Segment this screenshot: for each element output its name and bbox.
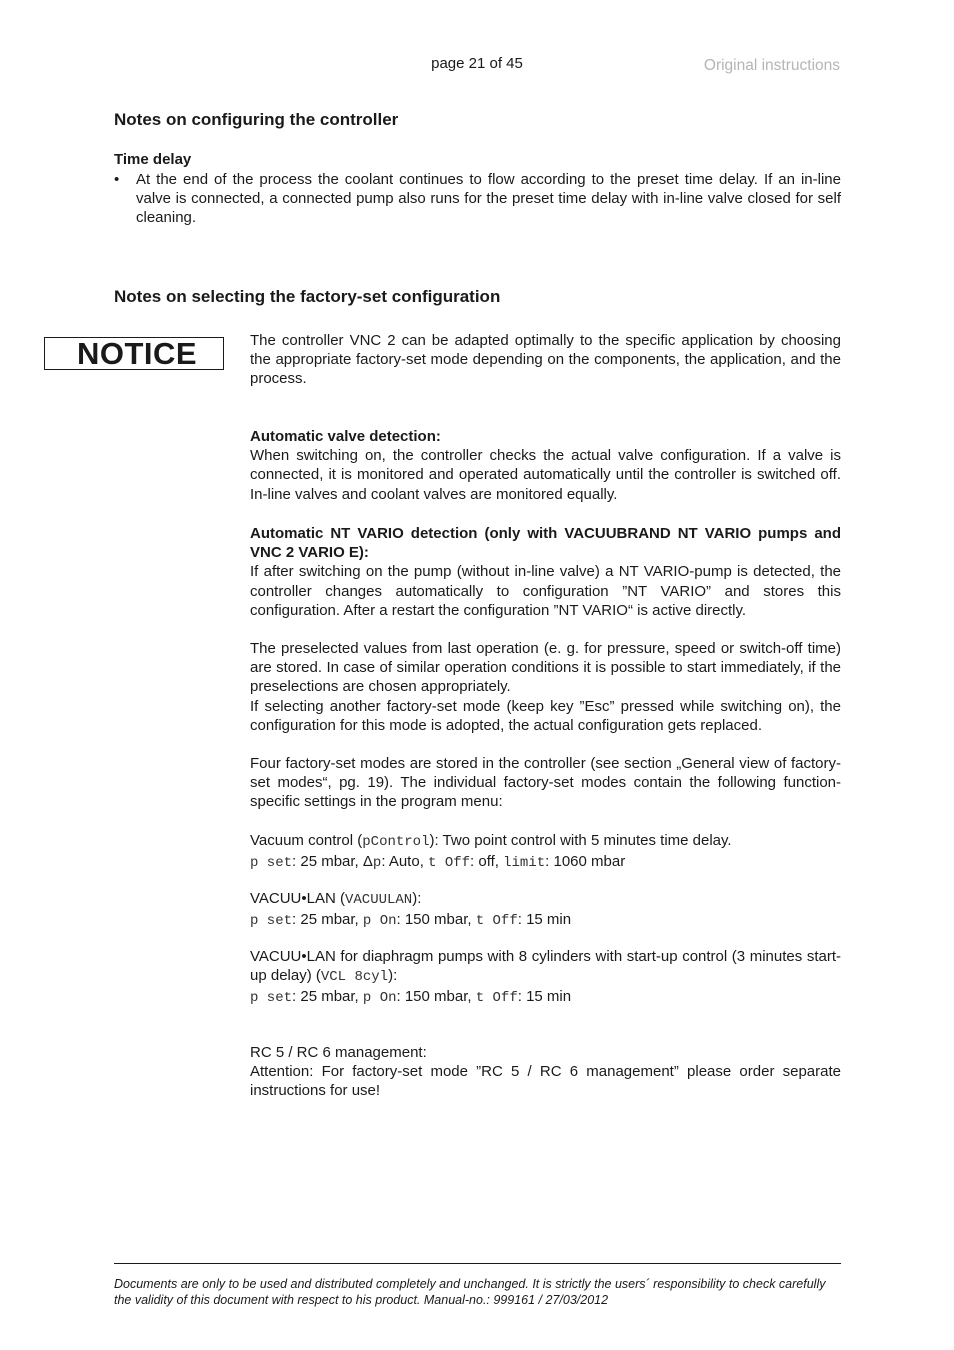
footer-disclaimer: Documents are only to be used and distributed completely and unchanged. It is strictly the users´ responsibility to check carefully the validity of this document with respect to his product. Manual-no.: 999161 / 27/03/2012 [114,1277,826,1307]
rc-management-block [250,1043,841,1101]
code-pcontrol: pControl [362,834,430,850]
intro-paragraph [250,331,841,389]
preselected-text: The preselected values from last operation (e. g. for pressure, speed or switch-off time) are stored. In case of similar operation conditions it is possible to start immediately, if the preselections are chosen appropriately. [250,640,841,696]
notice-label: NOTICE [44,337,224,370]
intro-text: The controller VNC 2 can be adapted optimally to the specific application by choosing the appropriate factory-set mode depending on the components, the application, and the process. [250,332,841,388]
mode-vacuulan: VACUU•LAN (VACUULAN): p set: 25 mbar, p On: 150 mbar, t Off: 15 min [250,890,572,930]
nt-vario-text: If after switching on the pump (without in-line valve) a NT VARIO-pump is detected, the controller changes automatically to configuration ”NT VARIO” and stores this configuration. After a restart the configuration ”NT VARIO“ is active directly. [250,563,841,619]
code-vacuulan: VACUULAN [345,892,413,908]
rc-text: Attention: For factory-set mode ”RC 5 / RC 6 management” please order separate instructions for use! [250,1063,841,1100]
select-other-text: If selecting another factory-set mode (keep key ”Esc” pressed while switching on), the configuration for this mode is adopted, the actual configuration gets replaced. [250,697,841,734]
four-modes-text: Four factory-set modes are stored in the controller (see section „General view of factory-set modes“, pg. 19). The individual factory-set modes contain the following function-specific settings in the program menu: [250,755,841,811]
preselected-block [250,639,841,735]
auto-valve-block [250,427,841,504]
nt-vario-title: Automatic NT VARIO detection (only with VACUUBRAND NT VARIO pumps and VNC 2 VARIO E): [250,525,841,562]
rc-title: RC 5 / RC 6 management: [250,1044,427,1061]
mode-vacuum-control: Vacuum control (pControl): Two point control with 5 minutes time delay. p set: 25 mbar, Δp: Auto, t Off: off, limit: 1060 mbar [250,832,732,872]
heading-configuring-controller: Notes on configuring the controller [114,110,399,129]
bullet-symbol: • [114,171,120,188]
heading-factory-set: Notes on selecting the factory-set configuration [114,287,501,306]
auto-valve-text: When switching on, the controller checks the actual valve configuration. If a valve is connected, it is monitored and operated automatically until the controller is switched off. In-line valves and coolant valves are monitored equally. [250,447,841,503]
original-instructions-label: Original instructions [703,57,840,74]
time-delay-text: At the end of the process the coolant continues to flow according to the preset time delay. If an in-line valve is connected, a connected pump also runs for the preset time delay with in-line valve closed for self cleaning. [136,171,841,227]
auto-valve-title: Automatic valve detection: [250,428,441,445]
nt-vario-block [250,524,841,620]
footer-rule [114,1263,841,1264]
four-modes-block [250,754,841,812]
page-number: page 21 of 45 [431,55,523,72]
subheading-time-delay: Time delay [114,151,192,168]
time-delay-bullet [114,170,841,228]
code-vcl-8cyl: VCL 8cyl [320,969,389,986]
mode-vcl-8cyl: VACUU•LAN for diaphragm pumps with 8 cylinders with start-up control (3 minutes start-up delay) (VCL 8cyl): p set: 25 mbar, p On: 150 mbar, t Off: 15 min [250,948,841,1007]
